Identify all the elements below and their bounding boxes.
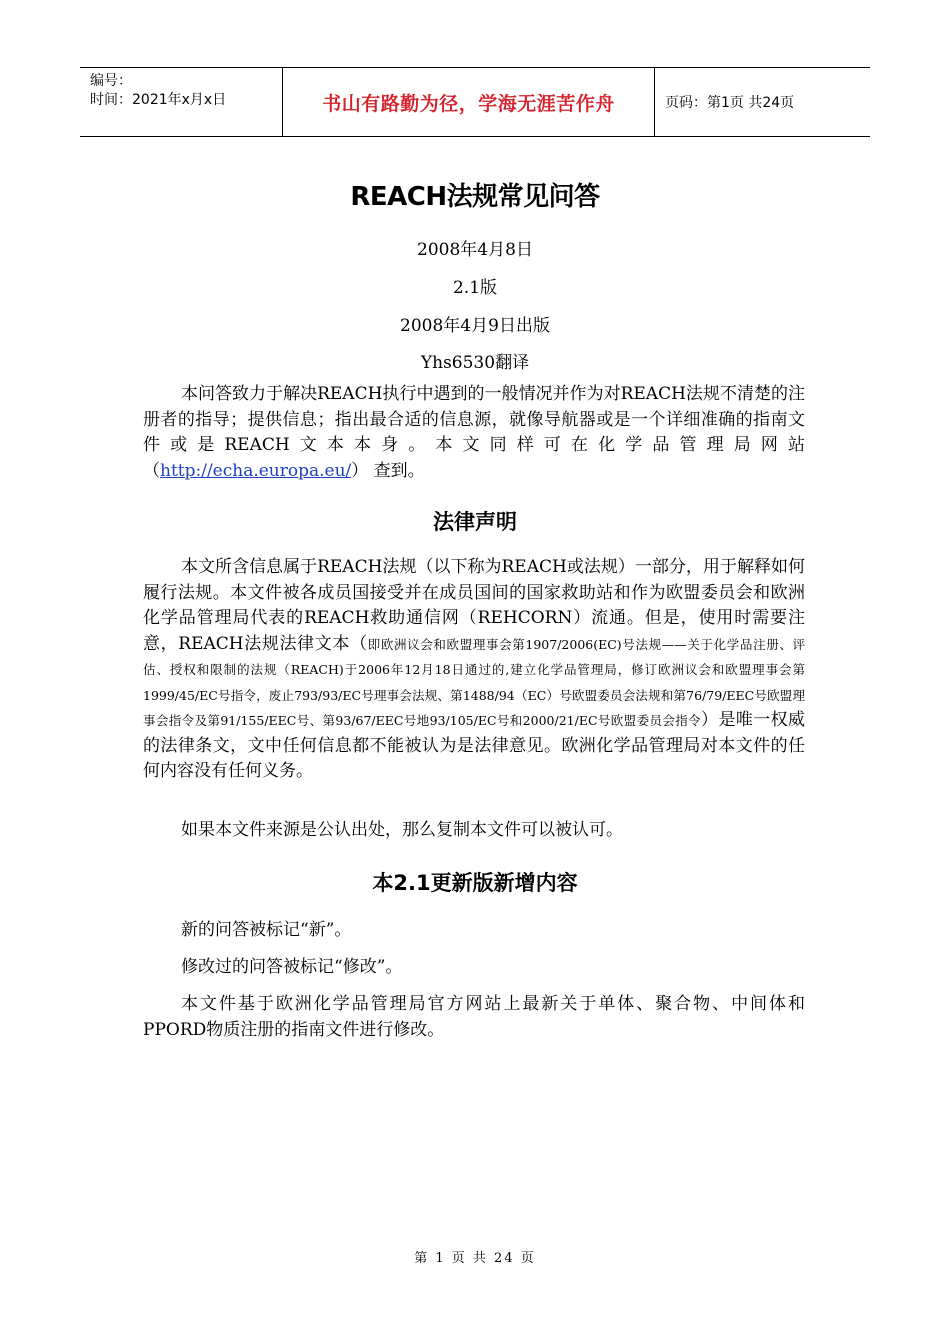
update-modified-paragraph: 修改过的问答被标记“修改”。	[181, 957, 403, 977]
publish-date: 2008年4月9日出版	[400, 316, 550, 336]
page-header	[80, 67, 870, 137]
header-motto: 书山有路勤为径，学海无涯苦作舟	[282, 68, 655, 136]
intro-paragraph	[143, 382, 805, 484]
update-heading: 本2.1更新版新增内容	[372, 871, 578, 895]
translator-line: Yhs6530翻译	[420, 353, 530, 373]
legal-paragraph	[143, 555, 805, 785]
update-basis-paragraph: 本文件基于欧洲化学品管理局官方网站上最新关于单体、聚合物、中间体和PPORD物质注册的指南文件进行修改。	[143, 994, 805, 1040]
header-meta	[80, 68, 282, 136]
legal-heading: 法律声明	[433, 510, 517, 534]
update-new-paragraph: 新的问答被标记“新”。	[181, 920, 352, 940]
echa-link[interactable]: http://echa.europa.eu/	[160, 460, 352, 481]
time-label: 时间：2021年x月x日	[90, 92, 227, 108]
document-version: 2.1版	[452, 278, 498, 298]
legal-text-b: ）是唯一权威的法律条文，文中任何信息都不能被认为是法律意见。欧洲化学品管理局对本文件的任何内容没有任何义务。	[143, 710, 806, 781]
legal-text-citation: 即欧洲议会和欧盟理事会第1907/2006(EC)号法规——关于化学品注册、评估、授权和限制的法规（REACH)于2006年12月18日通过的,建立化学品管理局，修订欧洲议会和欧盟理事会第1999/45/EC号指令，废止793/93/EC号理事会法规、第1488/94（EC）号欧盟委员会法规和第76/79/EEC号欧盟理事会指令及第91/155/EEC号、第93/67/EEC号地93/105/EC号和2000/21/EC号欧盟委员会指令	[143, 636, 805, 728]
intro-text: 本问答致力于解决REACH执行中遇到的一般情况并作为对REACH法规不清楚的注册者的指导；提供信息；指出最合适的信息源，就像导航器或是一个详细准确的指南文件或是REACH文本本身。本文同样可在化学品管理局网站（	[143, 384, 805, 481]
page-footer: 第 1 页 共 24 页	[414, 1251, 536, 1266]
intro-text-end: ） 查到。	[351, 460, 425, 481]
legal-text-a: 本文所含信息属于REACH法规（以下称为REACH或法规）一部分，用于解释如何履行法规。本文件被各成员国接受并在成员国间的国家救助站和作为欧盟委员会和欧洲化学品管理局代表的REACH救助通信网（REHCORN）流通。但是，使用时需要注意，REACH法规法律文本（	[143, 557, 805, 654]
document-title: REACH法规常见问答	[350, 182, 600, 212]
header-page-info: 页码：第1页 共24页	[665, 95, 795, 111]
reproduction-paragraph: 如果本文件来源是公认出处，那么复制本文件可以被认可。	[181, 820, 623, 840]
number-label: 编号：	[90, 73, 132, 89]
document-date: 2008年4月8日	[417, 240, 533, 260]
